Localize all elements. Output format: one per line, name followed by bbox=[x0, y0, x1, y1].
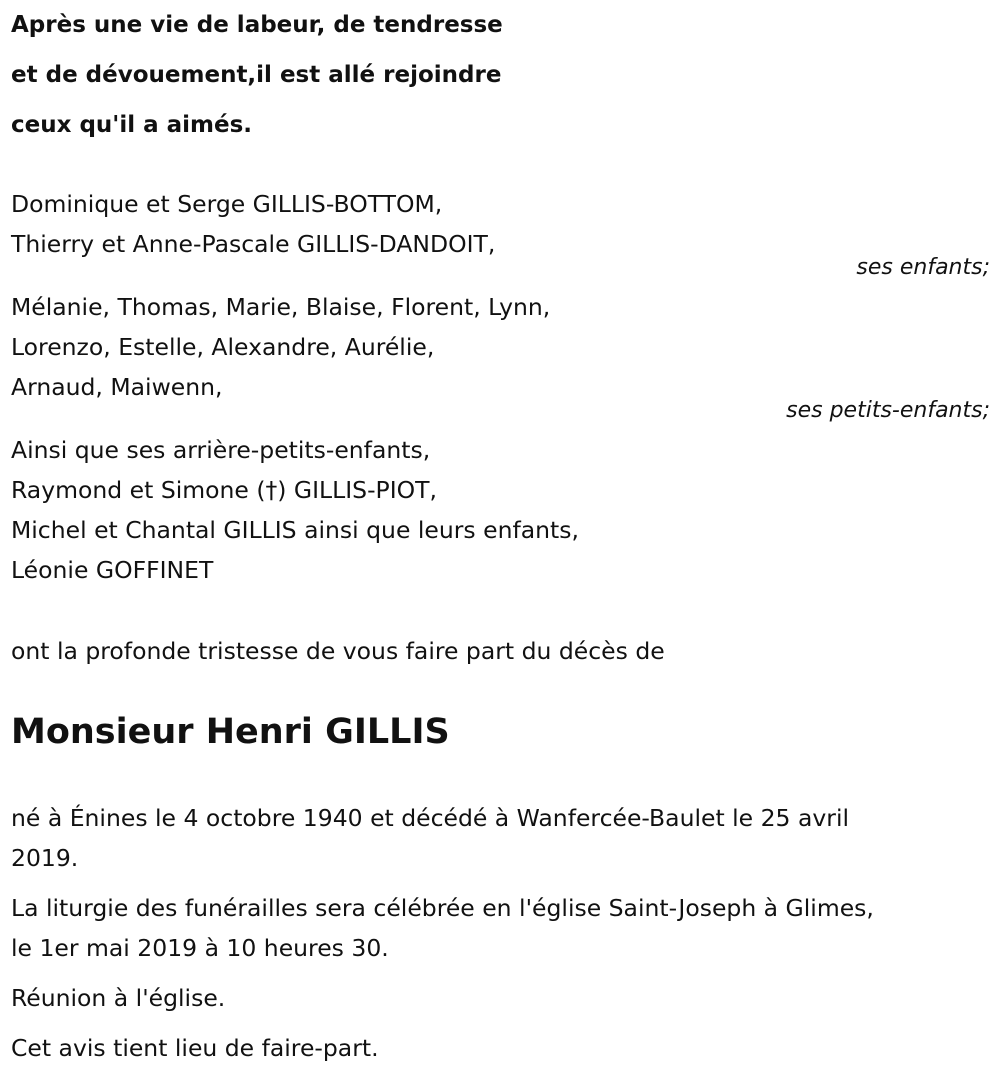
grandchildren-line-3: Arnaud, Maiwenn, bbox=[11, 373, 223, 401]
children-name-2: Thierry et Anne-Pascale GILLIS-DANDOIT, bbox=[11, 230, 496, 258]
intro-line-3: ceux qu'il a aimés. bbox=[11, 112, 253, 138]
others-line-2: Raymond et Simone (†) GILLIS-PIOT, bbox=[11, 476, 437, 504]
children-name-1: Dominique et Serge GILLIS-BOTTOM, bbox=[11, 190, 443, 218]
announcement: ont la profonde tristesse de vous faire part du décès de bbox=[11, 637, 665, 665]
deceased-name: Monsieur Henri GILLIS bbox=[11, 712, 450, 752]
birth-death-line-2: 2019. bbox=[11, 844, 79, 872]
funeral-line-1: La liturgie des funérailles sera célébrée en l'église Saint-Joseph à Glimes, bbox=[11, 894, 874, 922]
grandchildren-line-1: Mélanie, Thomas, Marie, Blaise, Florent, Lynn, bbox=[11, 293, 551, 321]
grandchildren-line-2: Lorenzo, Estelle, Alexandre, Aurélie, bbox=[11, 333, 435, 361]
others-line-3: Michel et Chantal GILLIS ainsi que leurs enfants, bbox=[11, 516, 579, 544]
intro-line-1: Après une vie de labeur, de tendresse bbox=[11, 12, 503, 38]
others-line-1: Ainsi que ses arrière-petits-enfants, bbox=[11, 436, 431, 464]
intro-line-2: et de dévouement,il est allé rejoindre bbox=[11, 62, 502, 88]
grandchildren-label: ses petits-enfants; bbox=[786, 398, 990, 423]
meeting-info: Réunion à l'église. bbox=[11, 984, 226, 1012]
funeral-line-2: le 1er mai 2019 à 10 heures 30. bbox=[11, 934, 389, 962]
others-line-4: Léonie GOFFINET bbox=[11, 556, 214, 584]
birth-death-line-1: né à Énines le 4 octobre 1940 et décédé à Wanfercée-Baulet le 25 avril bbox=[11, 804, 850, 832]
notice-info: Cet avis tient lieu de faire-part. bbox=[11, 1034, 379, 1062]
children-label: ses enfants; bbox=[856, 255, 990, 280]
